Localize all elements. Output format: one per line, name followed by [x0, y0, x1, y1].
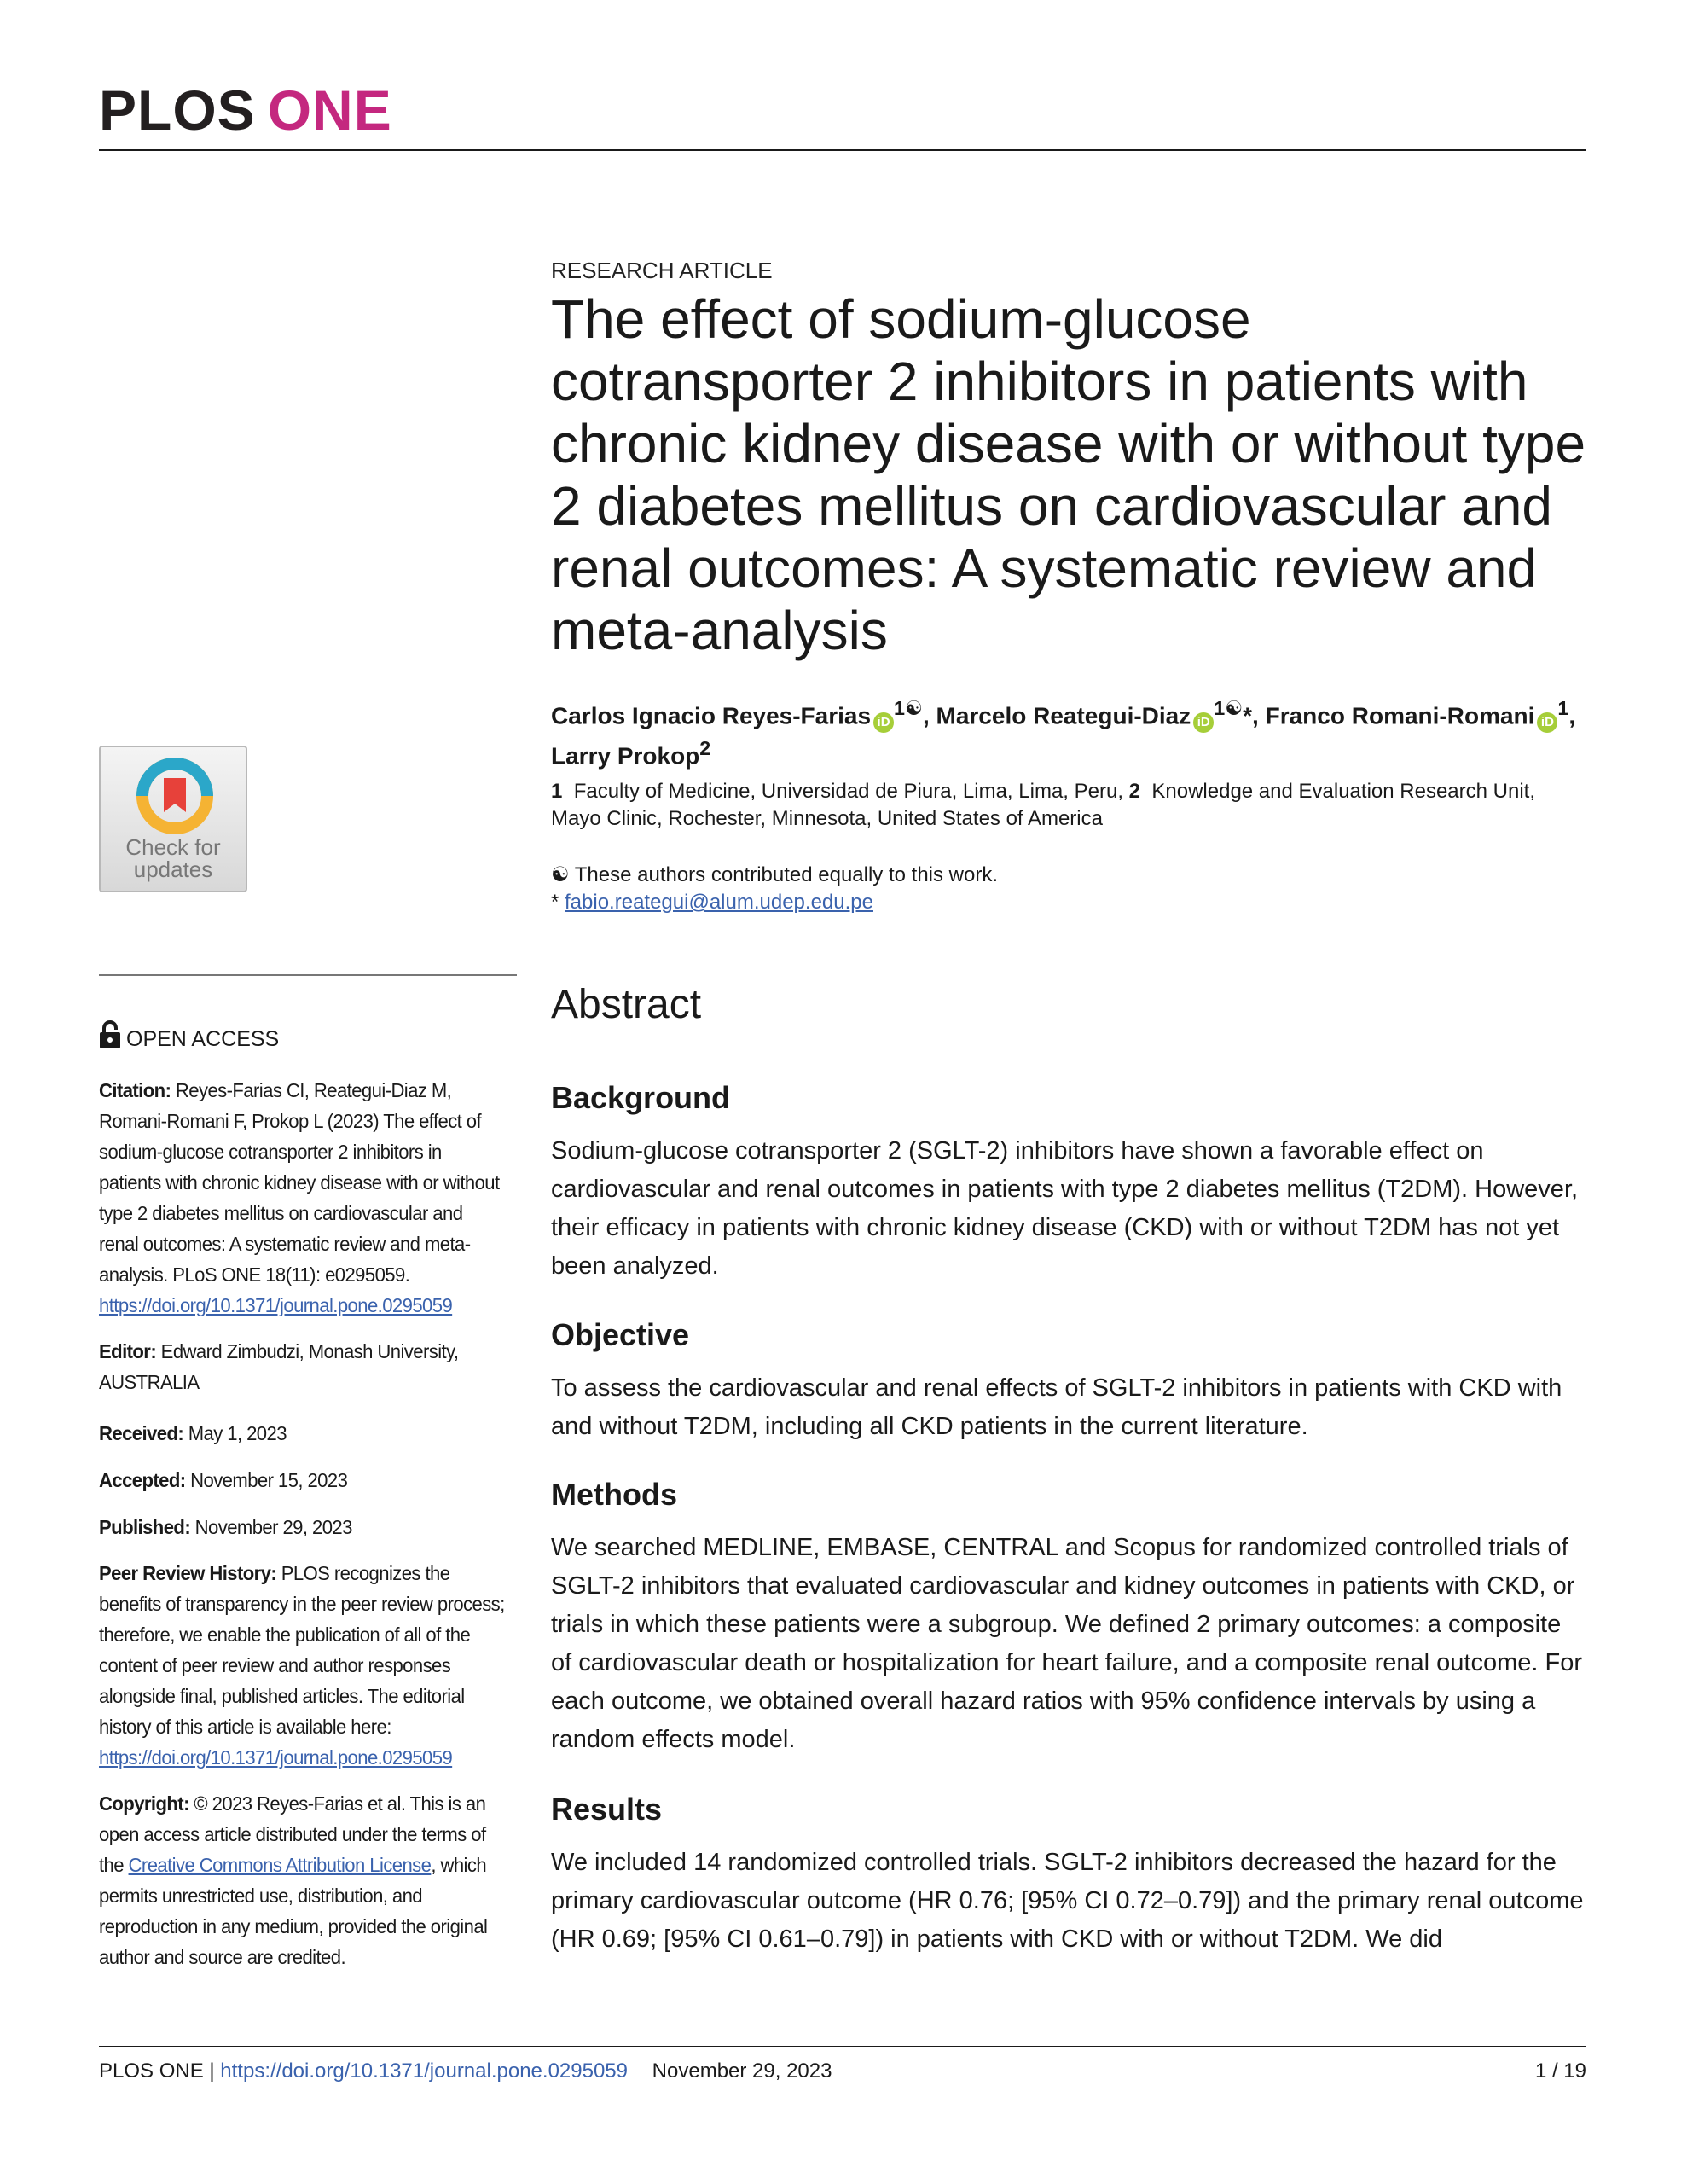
crossmark-icon	[135, 756, 215, 836]
results-text: We included 14 randomized controlled trials. SGLT-2 inhibitors decreased the hazard for the primary cardiovascular outcome (HR 0.76; [95% CI 0.72–0.79]) and the primary renal outcome (HR 0.69; [95% CI 0.61–0.79]) in patients with CKD with or without T2DM. We did	[551, 1849, 1584, 1953]
license-link[interactable]: Creative Commons Attribution License	[128, 1854, 432, 1876]
methods-heading: Methods	[551, 1477, 677, 1512]
page-number: 1 / 19	[1534, 2059, 1586, 2082]
peer-review-doi-link[interactable]: https://doi.org/10.1371/journal.pone.0295059	[99, 1746, 453, 1769]
author-affil-mark: 2	[699, 737, 711, 760]
article-type: RESEARCH ARTICLE	[551, 258, 773, 283]
affiliation-number: 1	[551, 780, 563, 803]
author-separator: ,	[1568, 702, 1576, 729]
author-name[interactable]: Larry Prokop	[551, 742, 700, 770]
header-divider	[99, 149, 1586, 151]
copyright-text-end: , which permits unrestricted use, distribution, and reproduction in any medium, provided the original author and source are credited.	[99, 1854, 488, 1968]
methods-text: We searched MEDLINE, EMBASE, CENTRAL and Scopus for randomized controlled trials of SGLT-2 inhibitors that evaluated cardiovascular and kidney outcomes in patients with CKD, or trials in which these patients were a subgroup. We defined 2 primary outcomes: a composite of cardiovascular death or hospitalization for heart failure, and a composite renal outcome. For each outcome, we obtained overall hazard ratios with 95% confidence intervals by using a random effects model.	[551, 1534, 1582, 1753]
orcid-icon[interactable]: iD	[1193, 712, 1214, 733]
citation-label: Citation:	[99, 1079, 171, 1101]
affiliations	[551, 778, 1586, 833]
citation-block	[99, 1075, 507, 1321]
open-lock-icon	[99, 1020, 121, 1049]
author-affil-mark: 1☯	[894, 697, 923, 719]
citation-text: Reyes-Farias CI, Reategui-Diaz M, Romani-Romani F, Prokop L (2023) The effect of sodium-glucose cotransporter 2 inhibitors in patients with chronic kidney disease with or without type 2 diabetes mellitus on cardiovascular and renal outcomes: A systematic review and meta-analysis. PLoS ONE 18(11): e0295059.	[99, 1079, 500, 1286]
accepted-block	[99, 1465, 507, 1496]
author-affil-mark: 1	[1557, 697, 1569, 719]
sidebar-divider	[99, 974, 517, 976]
footer-journal: PLOS ONE |	[99, 2059, 215, 2082]
footer-divider	[99, 2046, 1586, 2048]
received-block	[99, 1418, 507, 1449]
citation-doi-link[interactable]: https://doi.org/10.1371/journal.pone.0295059	[99, 1294, 453, 1316]
background-heading: Background	[551, 1080, 731, 1115]
published-block	[99, 1512, 507, 1542]
corresponding-email-link[interactable]: fabio.reategui@alum.udep.edu.pe	[565, 891, 873, 914]
editor-label: Editor:	[99, 1340, 157, 1362]
author-list	[551, 693, 1591, 772]
corresponding-star: *	[551, 891, 559, 914]
open-access-label	[99, 1020, 279, 1052]
received-label: Received:	[99, 1422, 184, 1444]
published-date: November 29, 2023	[194, 1516, 352, 1538]
editor-block	[99, 1336, 507, 1397]
author-separator: ,	[922, 702, 936, 729]
affiliation-1: Faculty of Medicine, Universidad de Piura, Lima, Lima, Peru,	[573, 780, 1123, 803]
check-for-updates-badge[interactable]	[99, 746, 247, 892]
accepted-date: November 15, 2023	[190, 1469, 348, 1491]
abstract-heading: Abstract	[551, 982, 702, 1027]
editor-text: Edward Zimbudzi, Monash University, AUSTRALIA	[99, 1340, 459, 1393]
page-footer	[99, 2059, 832, 2083]
copyright-block	[99, 1788, 507, 1972]
equal-contribution-note: ☯ These authors contributed equally to this work.	[551, 863, 999, 886]
objective-heading: Objective	[551, 1317, 690, 1352]
results-heading: Results	[551, 1792, 663, 1827]
author-separator: ,	[1252, 702, 1266, 729]
copyright-label: Copyright:	[99, 1792, 189, 1815]
article-title: The effect of sodium-glucose cotransporter 2 inhibitors in patients with chronic kidney disease with or without type 2 diabetes mellitus on cardiovascular and renal outcomes: A systematic review and meta-analysis	[551, 288, 1586, 661]
peer-review-text: PLOS recognizes the benefits of transparency in the peer review process; therefore, we enable the publication of all of the content of peer review and author responses alongside final, published articles. The editorial history of this article is available here:	[99, 1562, 505, 1738]
open-access-text: OPEN ACCESS	[126, 1027, 280, 1051]
received-date: May 1, 2023	[188, 1422, 287, 1444]
background-text: Sodium-glucose cotransporter 2 (SGLT-2) inhibitors have shown a favorable effect on cardiovascular and renal outcomes in patients with type 2 diabetes mellitus (T2DM). However, their efficacy in patients with chronic kidney disease (CKD) with or without T2DM has not yet been analyzed.	[551, 1137, 1579, 1280]
corresponding-mark: *	[1243, 702, 1253, 729]
accepted-label: Accepted:	[99, 1469, 186, 1491]
badge-line-1: Check for	[125, 834, 221, 860]
peer-review-block	[99, 1558, 507, 1773]
footer-doi-link[interactable]: https://doi.org/10.1371/journal.pone.0295059	[220, 2059, 628, 2082]
journal-logo	[99, 78, 392, 142]
orcid-icon[interactable]: iD	[873, 712, 894, 733]
contribution-notes	[551, 862, 1586, 916]
affiliation-number: 2	[1128, 780, 1141, 803]
author-name[interactable]: Franco Romani-Romani	[1265, 702, 1535, 729]
affiliation-2: Knowledge and Evaluation Research Unit, Mayo Clinic, Rochester, Minnesota, United States of America	[551, 780, 1535, 830]
badge-line-2: updates	[133, 857, 213, 882]
published-label: Published:	[99, 1516, 191, 1538]
logo-plos: PLOS	[99, 78, 256, 142]
peer-review-label: Peer Review History:	[99, 1562, 277, 1584]
author-name[interactable]: Carlos Ignacio Reyes-Farias	[551, 702, 872, 729]
footer-date: November 29, 2023	[652, 2059, 832, 2082]
orcid-icon[interactable]: iD	[1537, 712, 1557, 733]
author-affil-mark: 1☯	[1214, 697, 1244, 719]
author-name[interactable]: Marcelo Reategui-Diaz	[936, 702, 1191, 729]
copyright-text: © 2023 Reyes-Farias et al. This is an open access article distributed under the terms of the	[99, 1792, 486, 1876]
logo-one: ONE	[267, 78, 392, 142]
objective-text: To assess the cardiovascular and renal effects of SGLT-2 inhibitors in patients with CKD with and without T2DM, including all CKD patients in the current literature.	[551, 1374, 1562, 1440]
